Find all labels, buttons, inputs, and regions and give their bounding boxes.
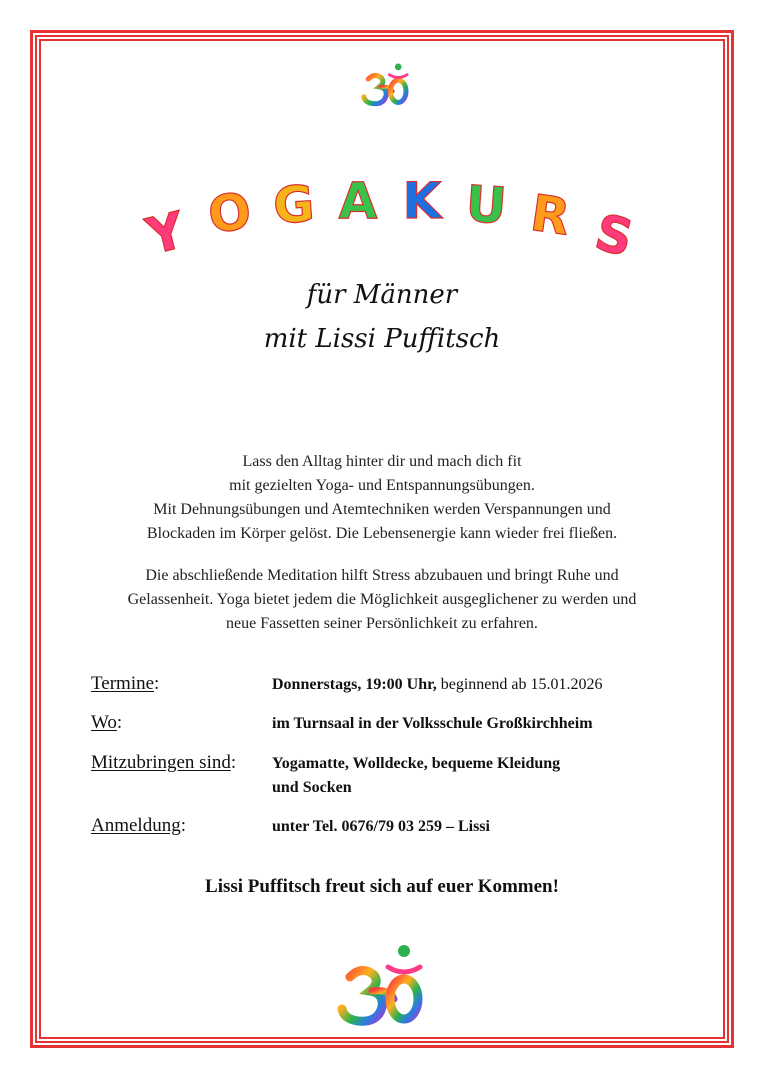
intro-paragraph-1: [80, 450, 684, 546]
title-letter: U: [463, 174, 509, 236]
title-letter: R: [527, 183, 574, 247]
termine-label: Termine:: [91, 673, 160, 694]
wo-label: Wo:: [91, 712, 123, 733]
mitzubringen-label: Mitzubringen sind:: [91, 752, 237, 773]
mitzubringen-value-line-2: und Socken: [272, 779, 352, 796]
subtitle-line-2: mit Lissi Puffitsch: [263, 324, 501, 354]
intro-line: Gelassenheit. Yoga bietet jedem die Möglichkeit ausgeglichener zu werden und: [127, 591, 637, 608]
title-letter: O: [204, 181, 255, 245]
closing-message: Lissi Puffitsch freut sich auf euer Kommen!: [205, 876, 559, 897]
intro-line: mit gezielten Yoga- und Entspannungsübungen.: [229, 477, 535, 494]
title-yogakurs: [140, 170, 640, 270]
termine-value: Donnerstags, 19:00 Uhr, beginnend ab 15.01.2026: [272, 676, 603, 693]
mitzubringen-value-line-1: Yogamatte, Wolldecke, bequeme Kleidung: [272, 755, 561, 772]
anmeldung-label: Anmeldung:: [91, 815, 186, 836]
anmeldung-value: unter Tel. 0676/79 03 259 – Lissi: [272, 818, 490, 835]
intro-paragraph-2: [80, 564, 684, 636]
title-letter: Y: [141, 200, 191, 267]
intro-line: Blockaden im Körper gelöst. Die Lebensenergie kann wieder frei fließen.: [146, 525, 618, 542]
title-letter: S: [589, 203, 639, 269]
wo-value: im Turnsaal in der Volksschule Großkirchheim: [272, 715, 593, 732]
subtitle-line-1: für Männer: [306, 280, 458, 310]
intro-line: neue Fassetten seiner Persönlichkeit zu erfahren.: [226, 615, 538, 632]
intro-line: Lass den Alltag hinter dir und mach dich fit: [242, 453, 522, 470]
title-letter: G: [271, 174, 317, 236]
intro-line: Mit Dehnungsübungen und Atemtechniken werden Verspannungen und: [153, 501, 611, 518]
om-symbol-icon: [358, 58, 414, 108]
om-symbol-icon: [332, 936, 432, 1028]
title-letter: K: [402, 172, 442, 230]
intro-line: Die abschließende Meditation hilft Stress abzubauen und bringt Ruhe und: [145, 567, 619, 584]
title-letter: A: [338, 172, 378, 230]
